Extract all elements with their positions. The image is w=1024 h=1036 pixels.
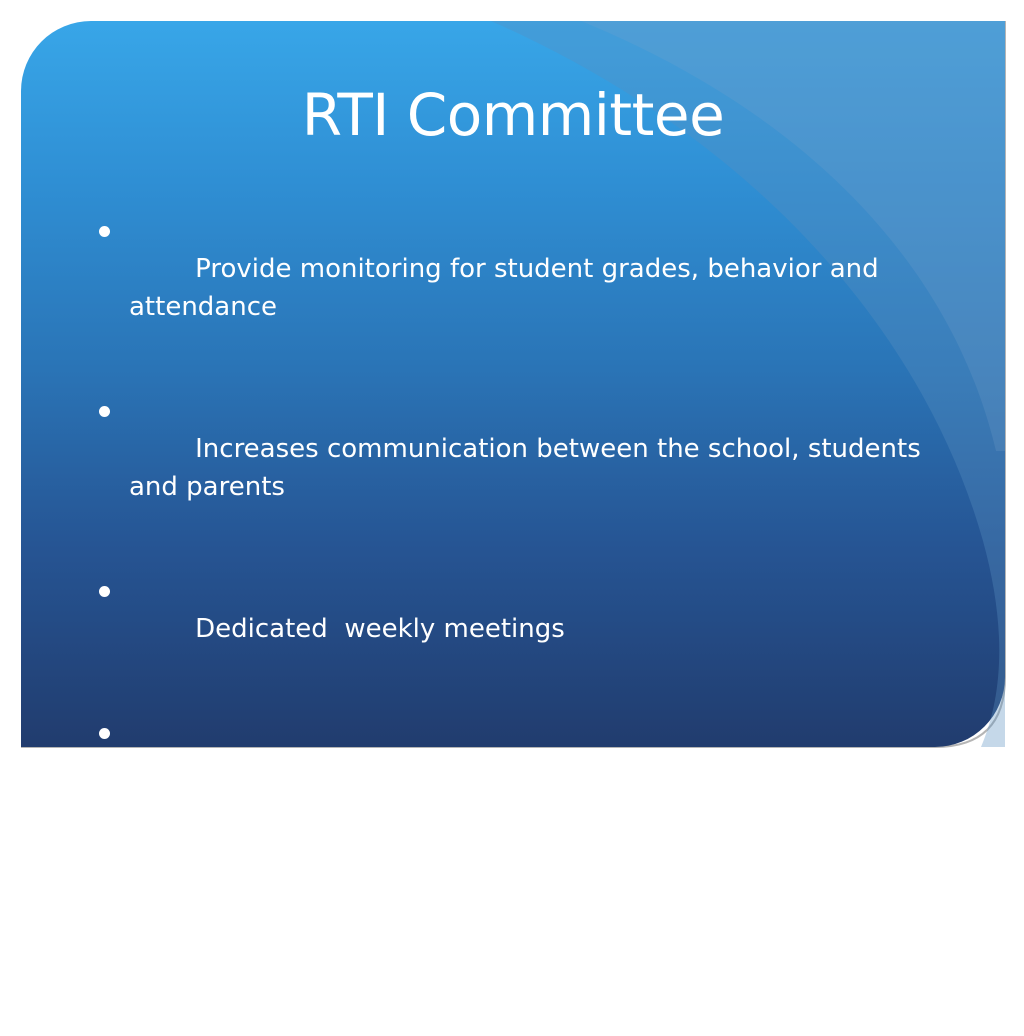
list-item (99, 894, 939, 1008)
bullet-icon (99, 728, 110, 739)
bullet-text: Provide monitoring for student grades, behavior and attendance (129, 254, 887, 322)
slide-canvas (21, 21, 1005, 966)
slide-title: RTI Committee (301, 81, 725, 149)
list-item (99, 392, 939, 544)
list-item (99, 572, 939, 686)
bullet-text: Increases communication between the school, students and parents (129, 434, 930, 502)
bullet-icon (99, 908, 110, 919)
bullet-text: Dedicated weekly meetings (195, 614, 565, 644)
list-item (99, 212, 939, 364)
bullet-list (99, 212, 939, 1036)
bullet-text: Student referrals generated in house and by instructional staff (129, 756, 782, 824)
bullet-text: Referral forms (195, 936, 380, 966)
bullet-icon (99, 226, 110, 237)
list-item (99, 714, 939, 866)
bullet-icon (99, 586, 110, 597)
bullet-icon (99, 406, 110, 417)
